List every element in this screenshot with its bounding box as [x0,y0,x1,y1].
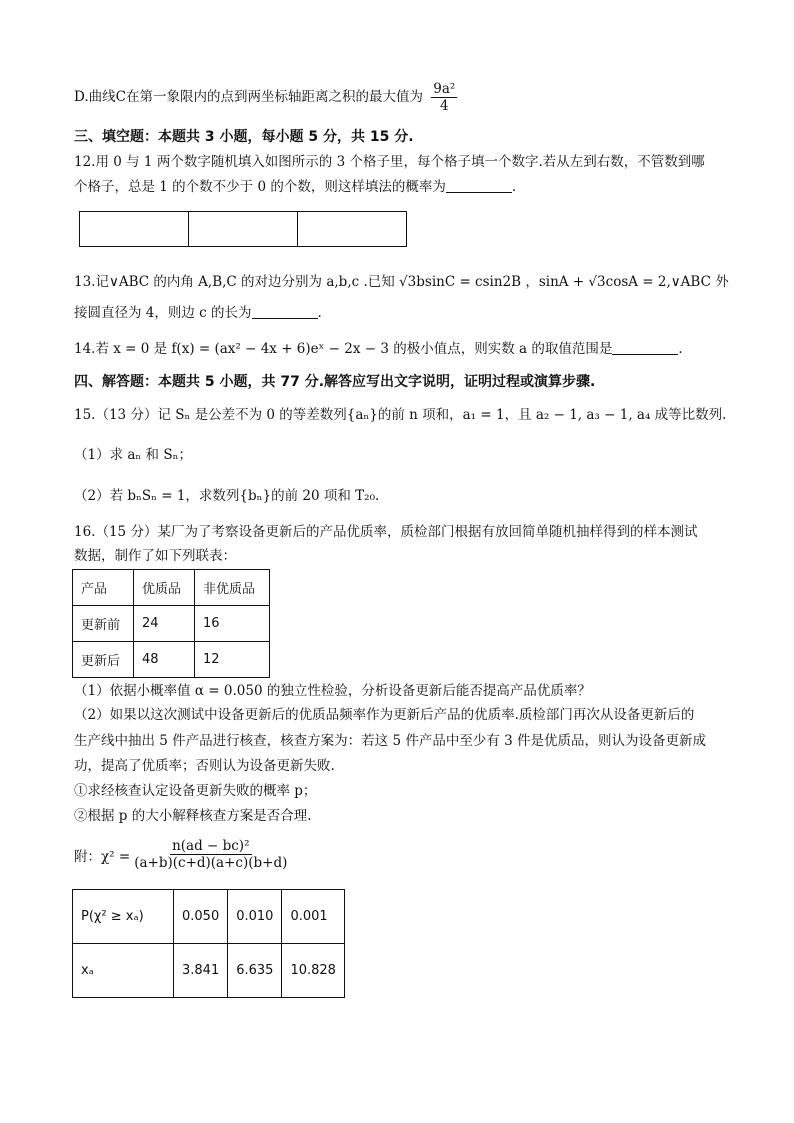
q16-line1: 16.（15 分）某厂为了考察设备更新后的产品优质率，质检部门根据有放回简单随机抽样得到的样本测试 [74,524,698,540]
answer-blank [252,304,318,319]
q16-line2: 数据，制作了如下列联表： [74,548,236,564]
q16-part2-line1: （2）如果以这次测试中设备更新后的优质品频率作为更新后产品的优质率.质检部门再次从设备更新后的 [74,707,695,723]
section-3-heading: 三、填空题：本题共 3 小题，每小题 5 分，共 15 分. [74,129,414,145]
table-header-row: 产品 优质品 非优质品 [73,570,270,606]
q12-line2: 个格子，总是 1 的个数不少于 0 的个数，则这样填法的概率为 . [74,179,517,195]
section-4-heading: 四、解答题：本题共 5 小题，共 77 分.解答应写出文字说明，证明过程或演算步骤. [74,374,596,390]
grid-cell [80,212,189,246]
q13-line1: 13.记∨ABC 的内角 A,B,C 的对边分别为 a,b,c .已知 √3bsinC = csin2B ，sinA + √3cosA = 2,∨ABC 外 [74,274,729,290]
q13-line2: 接圆直径为 4，则边 c 的长为 . [74,305,322,321]
q15-stem: 15.（13 分）记 Sₙ 是公差不为 0 的等差数列{aₙ}的前 n 项和，a₁ = 1，且 a₂ − 1, a₃ − 1, a₄ 成等比数列. [74,407,727,423]
contingency-table [72,569,270,678]
q16-sub1: ①求经核查认定设备更新失败的概率 p； [74,783,317,799]
grid-cell [298,212,406,246]
q15-part1: （1）求 aₙ 和 Sₙ； [74,447,192,463]
q16-sub2: ②根据 p 的大小解释核查方案是否合理. [74,808,312,824]
table-row: xₐ 3.841 6.635 10.828 [73,944,345,998]
q14: 14.若 x = 0 是 f(x) = (ax² − 4x + 6)eˣ − 2x − 3 的极小值点，则实数 a 的取值范围是 . [74,341,683,357]
grid-cell [189,212,298,246]
q12-line1: 12.用 0 与 1 两个数字随机填入如图所示的 3 个格子里，每个格子填一个数字.若从左到右数，不管数到哪 [74,154,705,170]
max-value-fraction: $\frac{\text{9a²}}{4}$ [433,81,456,114]
table-row: 更新后 48 12 [73,642,270,678]
three-cell-grid [79,211,407,247]
q16-part2-line3: 功，提高了优质率；否则认为设备更新失败. [74,758,335,774]
chi-square-formula: 附：χ² = $\frac{\text{n(ad − bc)²}}{(a+b)(c+d)(a+c)(b+d)}$ [74,838,288,871]
q15-part2: （2）若 bₙSₙ = 1，求数列{bₙ}的前 20 项和 T₂₀. [74,488,380,504]
q16-part1: （1）依据小概率值 α = 0.050 的独立性检验，分析设备更新后能否提高产品优质率？ [74,683,591,699]
option-d: D.曲线C在第一象限内的点到两坐标轴距离之积的最大值为 $\frac{\text{9a²}}{4}$ [74,81,456,114]
q16-part2-line2: 生产线中抽出 5 件产品进行核查，核查方案为：若这 5 件产品中至少有 3 件是优质品，则认为设备更新成 [74,733,707,749]
table-row: 更新前 24 16 [73,606,270,642]
answer-blank [612,340,678,355]
critical-value-table [72,889,345,998]
table-row: P(χ² ≥ xₐ) 0.050 0.010 0.001 [73,890,345,944]
answer-blank [446,178,512,193]
